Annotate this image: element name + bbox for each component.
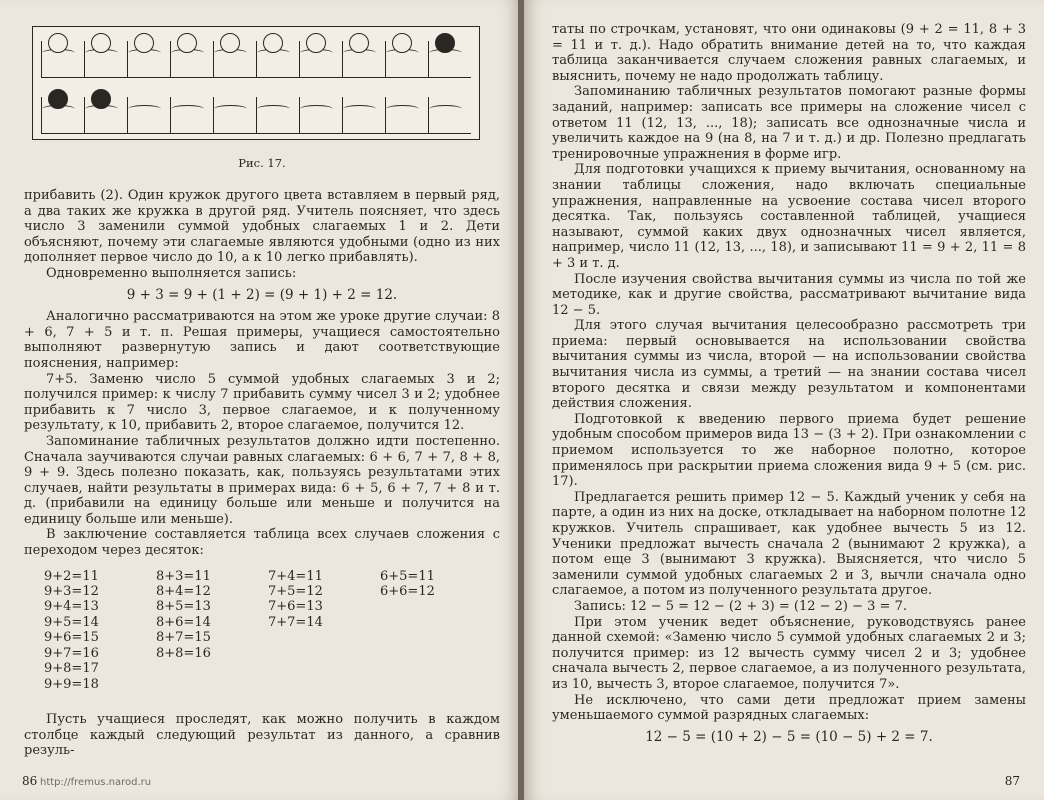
chart-pocket xyxy=(385,41,419,77)
chart-pocket xyxy=(256,97,290,133)
dark-counter-circle xyxy=(91,89,111,109)
counter-circle xyxy=(306,33,326,53)
chart-pocket xyxy=(170,97,204,133)
dark-counter-circle xyxy=(48,89,68,109)
paragraph: Предлагается решить пример 12 − 5. Каждый ученик у себя на парте, а один из них на доске, откладывает на наборном полотне 12 кружков. Учитель спрашивает, как удобнее вычесть 5 из 12. Ученики предложат вычесть сначала 2 (вынимают 2 кружка), а потом еще 3 (вынимают 3 кружка). Выясняется, что число 5 заменили суммой удобных слагаемых 2 и 3, вычли сначала одно слагаемое, а потом из полученного результата другое. xyxy=(552,489,1026,599)
paragraph: Для подготовки учащихся к приему вычитания, основанному на знании таблицы сложения, надо включать специальные упражнения, направленные на усвоение состава чисел второго десятка. Так, пользуясь составленной таблицей, учащиеся называют, суммой каких двух однозначных чисел является, например, число 11 (12, 13, ..., 18), и записывают 11 = 9 + 2, 11 = 8 + 3 и т. д. xyxy=(552,162,1026,271)
table-cell: 8+7=15 xyxy=(156,630,211,646)
chart-pocket xyxy=(213,41,247,77)
equation: 9 + 3 = 9 + (1 + 2) = (9 + 1) + 2 = 12. xyxy=(126,286,398,303)
chart-pocket xyxy=(428,97,462,133)
table-cell: 9+4=13 xyxy=(44,599,99,615)
pocket-lip xyxy=(171,105,204,118)
chart-pocket xyxy=(299,41,333,77)
pocket-lip xyxy=(257,105,290,118)
table-cell: 9+6=15 xyxy=(44,630,99,646)
table-column xyxy=(380,569,492,692)
counter-circle xyxy=(134,33,154,53)
chart-pocket xyxy=(127,97,161,133)
page-number: 86 xyxy=(22,774,38,788)
counter-circle xyxy=(177,33,197,53)
paragraph: При этом ученик ведет объяснение, руководствуясь ранее данной схемой: «Заменю число 5 суммой удобных слагаемых 2 и 3; получится пример: из 12 вычесть сумму чисел 2 и 3; удобнее сначала вычесть 2, первое слагаемое, а из полученного результата, из 10, вычесть 3, второе слагаемое, получится 7». xyxy=(552,614,1026,692)
figure-17-pocket-chart xyxy=(32,26,480,140)
chart-pocket xyxy=(84,41,118,77)
table-cell: 7+6=13 xyxy=(268,599,323,615)
counter-circle xyxy=(48,33,68,53)
table-cell: 8+5=13 xyxy=(156,599,211,615)
chart-pocket xyxy=(428,41,462,77)
chart-pocket xyxy=(342,97,376,133)
paragraph: Запоминанию табличных результатов помогают разные формы заданий, например: записать все примеры на сложение чисел с ответом 11 (12, 13, ..., 18); записать все однозначные числа и увеличить каждое на 9 (на 8, на 7 и т. д.) и др. Полезно предлагать тренировочные упражнения в форме игр. xyxy=(552,84,1026,162)
table-cell: 6+6=12 xyxy=(380,584,435,600)
table-cell: 8+6=14 xyxy=(156,614,211,630)
page-number: 87 xyxy=(1004,774,1020,788)
table-cell: 9+5=14 xyxy=(44,614,99,630)
paragraph: 7+5. Заменю число 5 суммой удобных слагаемых 3 и 2; получился пример: к числу 7 прибавить сумму чисел 3 и 2; удобнее прибавить к 7 число 3, первое слагаемое, и к полученному результату, к 10, прибавить 2, второе слагаемое, получится 12. xyxy=(24,371,500,434)
table-cell: 7+5=12 xyxy=(268,584,323,600)
chart-pocket xyxy=(170,41,204,77)
chart-pocket xyxy=(213,97,247,133)
table-cell: 8+8=16 xyxy=(156,645,211,661)
table-cell: 9+2=11 xyxy=(44,568,99,584)
paragraph: Запись: 12 − 5 = 12 − (2 + 3) = (12 − 2) − 3 = 7. xyxy=(574,598,907,614)
chart-pocket xyxy=(342,41,376,77)
counter-circle xyxy=(349,33,369,53)
figure-caption: Рис. 17. xyxy=(238,156,286,170)
chart-pocket xyxy=(84,97,118,133)
counter-circle xyxy=(91,33,111,53)
paragraph: Запоминание табличных результатов должно идти постепенно. Сначала заучиваются случаи равных слагаемых: 6 + 6, 7 + 7, 8 + 8, 9 + 9. Здесь полезно показать, как, пользуясь результатами этих случаев, найти результаты в примерах вида: 6 + 5, 6 + 7, 7 + 8 и т. д. (прибавили на единицу больше или меньше и получится на единицу больше или меньше). xyxy=(24,433,500,527)
table-cell: 9+8=17 xyxy=(44,661,99,677)
table-cell: 6+5=11 xyxy=(380,568,435,584)
chart-pocket xyxy=(41,41,75,77)
chart-pocket xyxy=(256,41,290,77)
paragraph: Одновременно выполняется запись: xyxy=(46,265,297,281)
watermark: http://fremus.narod.ru xyxy=(40,777,152,788)
counter-circle xyxy=(392,33,412,53)
pocket-lip xyxy=(214,105,247,118)
paragraph: Подготовкой к введению первого приема будет решение удобным способом примеров вида 13 − (3 + 2). При ознакомлении с приемом используется то же наборное полотно, которое применялось при раскрытии приема сложения вида 9 + 5 (см. рис. 17). xyxy=(552,411,1026,490)
addition-table xyxy=(44,569,500,692)
paragraph: После изучения свойства вычитания суммы из числа по той же методике, как и другие свойства, рассматривают вычитание вида 12 − 5. xyxy=(552,271,1026,318)
pocket-lip xyxy=(386,105,419,118)
left-page xyxy=(0,0,520,800)
table-cell: 7+7=14 xyxy=(268,614,323,630)
chart-pocket xyxy=(385,97,419,133)
paragraph: В заключение составляется таблица всех случаев сложения с переходом через десяток: xyxy=(24,527,500,559)
chart-pocket xyxy=(127,41,161,77)
paragraph: Аналогично рассматриваются на этом же уроке другие случаи: 8 + 6, 7 + 5 и т. п. Решая примеры, учащиеся самостоятельно выполняют развернутую запись и дают соответствующие пояснения, например: xyxy=(24,309,500,371)
pocket-lip xyxy=(343,105,376,118)
counter-circle xyxy=(263,33,283,53)
chart-pocket xyxy=(41,97,75,133)
table-cell: 8+3=11 xyxy=(156,568,211,584)
dark-counter-circle xyxy=(435,33,455,53)
paragraph: прибавить (2). Один кружок другого цвета вставляем в первый ряд, а два таких же кружка в другой ряд. Учитель поясняет, что здесь число 3 заменили суммой удобных слагаемых 1 и 2. Дети объясняют, почему эти слагаемые являются удобными (одно из них дополняет первое число до 10, а к 10 легко прибавлять). xyxy=(24,188,500,266)
table-column xyxy=(156,569,268,692)
pocket-lip xyxy=(300,105,333,118)
paragraph: Пусть учащиеся проследят, как можно получить в каждом столбце каждый следующий результат из данного, а сравнив резуль- xyxy=(24,711,500,759)
chart-row-1 xyxy=(41,29,471,78)
paragraph: Не исключено, что сами дети предложат прием замены уменьшаемого суммой разрядных слагаемых: xyxy=(552,692,1026,724)
right-page xyxy=(524,0,1044,800)
table-column xyxy=(44,569,156,692)
table-cell: 7+4=11 xyxy=(268,568,323,584)
table-cell: 9+9=18 xyxy=(44,676,99,692)
table-cell: 8+4=12 xyxy=(156,584,211,600)
paragraph: таты по строчкам, установят, что они одинаковы (9 + 2 = 11, 8 + 3 = 11 и т. д.). Надо обратить внимание детей на то, что каждая таблица заканчивается случаем сложения равных слагаемых, и выяснить, почему не надо продолжать таблицу. xyxy=(552,22,1026,84)
equation: 12 − 5 = (10 + 2) − 5 = (10 − 5) + 2 = 7. xyxy=(645,728,933,745)
table-cell: 9+3=12 xyxy=(44,584,99,600)
chart-pocket xyxy=(299,97,333,133)
table-column xyxy=(268,569,380,692)
table-cell: 9+7=16 xyxy=(44,645,99,661)
counter-circle xyxy=(220,33,240,53)
pocket-lip xyxy=(128,105,161,118)
paragraph: Для этого случая вычитания целесообразно рассмотреть три приема: первый основывается на использовании свойства вычитания суммы из числа, второй — на использовании свойства вычитания числа из суммы, а третий — на знании состава чисел второго десятка и связи между результатом и компонентами действия сложения. xyxy=(552,318,1026,412)
chart-row-2 xyxy=(41,85,471,134)
pocket-lip xyxy=(429,105,462,118)
